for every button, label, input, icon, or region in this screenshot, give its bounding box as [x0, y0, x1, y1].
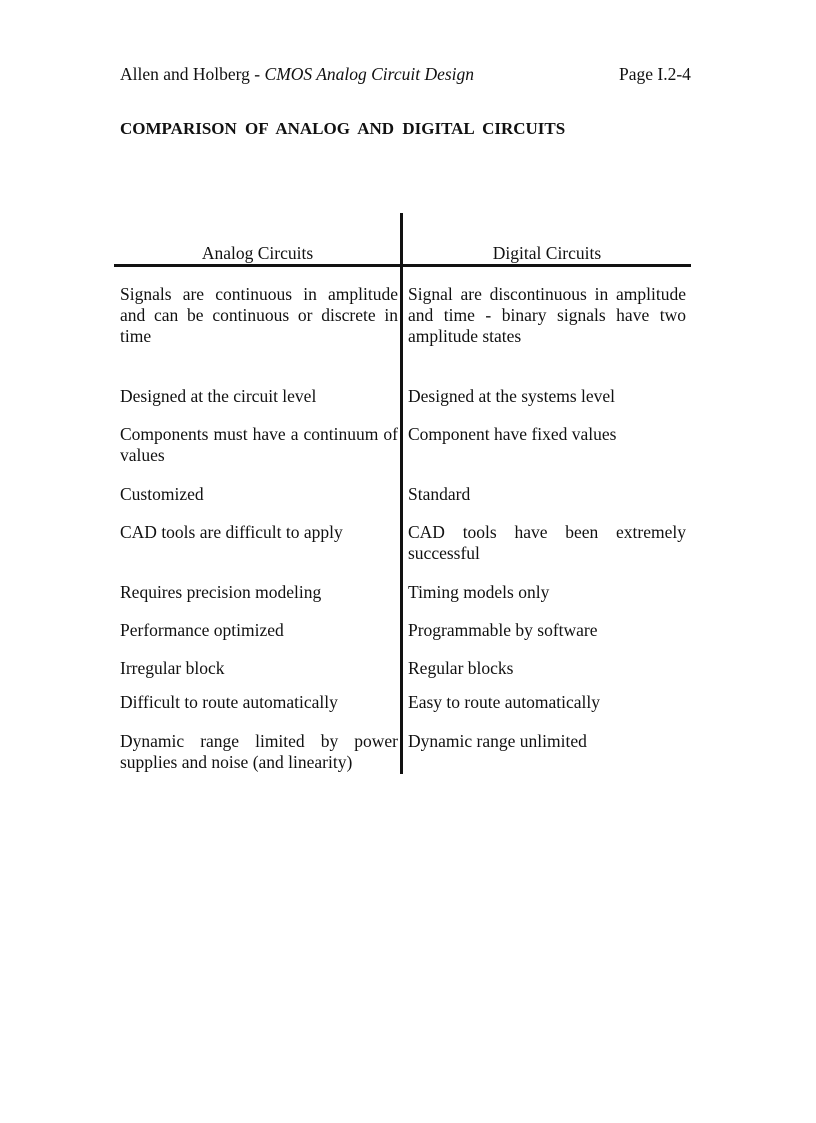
digital-cell-signals: Signal are discontinuous in amplitude and time - binary signals have two amplitude states: [408, 284, 686, 346]
analog-cell-components: Components must have a continuum of values: [120, 424, 398, 465]
digital-cell-customization: Standard: [408, 484, 471, 504]
analog-cell-routing: Difficult to route automatically: [120, 692, 338, 712]
digital-cell-routing: Easy to route automatically: [408, 692, 600, 712]
digital-cell-modeling: Timing models only: [408, 582, 550, 602]
page-number: Page I.2-4: [619, 64, 691, 84]
analog-cell-performance: Performance optimized: [120, 620, 284, 640]
digital-cell-dynamic-range: Dynamic range unlimited: [408, 731, 587, 751]
column-header-analog: Analog Circuits: [201, 243, 314, 263]
page-title: COMPARISON OF ANALOG AND DIGITAL CIRCUITS: [120, 119, 566, 138]
analog-cell-blocks: Irregular block: [120, 658, 225, 678]
header-book-title: CMOS Analog Circuit Design: [264, 64, 475, 84]
analog-cell-signals: Signals are continuous in amplitude and can be continuous or discrete in time: [120, 284, 398, 346]
analog-cell-customization: Customized: [120, 484, 204, 504]
header-authors: Allen and Holberg -: [120, 64, 265, 84]
analog-cell-modeling: Requires precision modeling: [120, 582, 322, 602]
digital-cell-blocks: Regular blocks: [408, 658, 514, 678]
analog-cell-cad-tools: CAD tools are difficult to apply: [120, 522, 343, 542]
analog-cell-dynamic-range: Dynamic range limited by power supplies and noise (and linearity): [120, 731, 398, 772]
digital-cell-cad-tools: CAD tools have been extremely successful: [408, 522, 686, 563]
running-header: [120, 63, 474, 85]
column-header-digital: Digital Circuits: [492, 243, 602, 263]
header-rule: [114, 264, 691, 267]
analog-cell-design-level: Designed at the circuit level: [120, 386, 317, 406]
digital-cell-performance: Programmable by software: [408, 620, 598, 640]
column-divider: [400, 213, 403, 774]
digital-cell-design-level: Designed at the systems level: [408, 386, 616, 406]
digital-cell-components: Component have fixed values: [408, 424, 617, 444]
